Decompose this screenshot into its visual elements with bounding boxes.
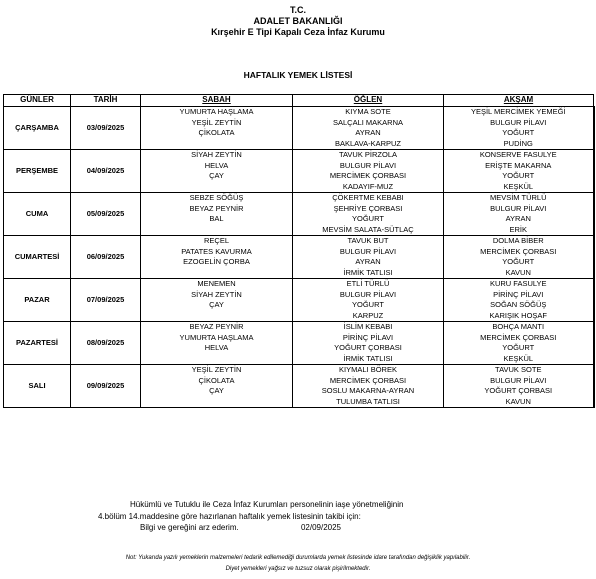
table-row bbox=[4, 322, 594, 365]
breakfast-item: PATATES KAVURMA bbox=[181, 246, 252, 256]
list-title: HAFTALIK YEMEK LİSTESİ bbox=[243, 70, 353, 80]
dinner-item: KEŞKÜL bbox=[503, 353, 534, 363]
table-row bbox=[4, 193, 594, 236]
breakfast-item: ÇİKOLATA bbox=[198, 375, 235, 385]
dinner-item: PUDİNG bbox=[503, 138, 533, 148]
dinner-cell bbox=[444, 150, 594, 193]
breakfast-item: SİYAH ZEYTİN bbox=[191, 289, 242, 299]
breakfast-item: YUMURTA HAŞLAMA bbox=[179, 332, 254, 342]
breakfast-item: EZOGELİN ÇORBA bbox=[183, 257, 250, 266]
lunch-cell bbox=[293, 107, 444, 150]
lunch-item: MERCİMEK ÇORBASI bbox=[329, 375, 407, 385]
lunch-cell bbox=[293, 365, 444, 408]
lunch-cell bbox=[293, 236, 444, 279]
lunch-item: SALÇALI MAKARNA bbox=[332, 117, 404, 127]
dinner-item: KURU FASULYE bbox=[489, 279, 547, 288]
dinner-item: MEVSİM TÜRLÜ bbox=[489, 193, 547, 202]
lunch-cell bbox=[293, 193, 444, 236]
dinner-item: BULGUR PİLAVI bbox=[490, 117, 547, 127]
breakfast-item: BEYAZ PEYNİR bbox=[189, 322, 244, 331]
note-line-1: Not: Yukarıda yazılı yemeklerin malzemeleri tedarik edilemediği durumlarda yemek listesinde idare tarafından değişiklik yapılabilir. bbox=[125, 555, 471, 561]
breakfast-cell bbox=[141, 322, 293, 365]
breakfast-item: ÇAY bbox=[209, 386, 224, 395]
footer-line-1: Hükümlü ve Tutuklu ile Ceza İnfaz Kurumları personelinin iaşe yönetmeliğinin bbox=[130, 500, 404, 509]
table-header-row bbox=[4, 95, 594, 107]
table-row bbox=[4, 279, 594, 322]
lunch-item: İRMİK TATLISI bbox=[343, 353, 393, 363]
lunch-item: ETLİ TÜRLÜ bbox=[346, 279, 390, 288]
document-header bbox=[0, 5, 596, 38]
lunch-item: TULUMBA TATLISI bbox=[336, 396, 400, 406]
dinner-item: KAVUN bbox=[505, 396, 531, 406]
breakfast-item: BAL bbox=[209, 214, 224, 223]
dinner-item: BULGUR PİLAVI bbox=[490, 375, 547, 385]
table-body bbox=[4, 107, 594, 408]
lunch-item: YOĞURT bbox=[352, 300, 384, 309]
date-cell: 03/09/2025 bbox=[71, 107, 141, 150]
lunch-item: TAVUK PİRZOLA bbox=[338, 150, 398, 159]
day-cell: SALI bbox=[4, 365, 71, 408]
breakfast-cell bbox=[141, 236, 293, 279]
dinner-item: PİRİNÇ PİLAVI bbox=[493, 289, 544, 299]
date-cell: 05/09/2025 bbox=[71, 193, 141, 236]
column-header-breakfast: SABAH bbox=[141, 95, 293, 107]
dinner-cell bbox=[444, 279, 594, 322]
dinner-item: MERCİMEK ÇORBASI bbox=[480, 332, 557, 342]
dinner-item: ERİŞTE MAKARNA bbox=[485, 160, 552, 170]
dinner-cell bbox=[444, 365, 594, 408]
lunch-item: BAKLAVA-KARPUZ bbox=[335, 138, 401, 148]
dinner-item: DOLMA BİBER bbox=[492, 236, 544, 245]
dinner-item: TAVUK SOTE bbox=[495, 365, 542, 374]
breakfast-item: ÇİKOLATA bbox=[198, 128, 235, 137]
header-institution: Kırşehir E Tipi Kapalı Ceza İnfaz Kurumu bbox=[211, 27, 385, 37]
breakfast-item: HELVA bbox=[204, 160, 229, 170]
dinner-item: KARIŞIK HOŞAF bbox=[489, 310, 547, 320]
lunch-item: BULGUR PİLAVI bbox=[339, 246, 397, 256]
breakfast-item: HELVA bbox=[204, 343, 229, 352]
breakfast-cell bbox=[141, 279, 293, 322]
header-country: T.C. bbox=[289, 5, 306, 15]
table-row bbox=[4, 365, 594, 408]
lunch-item: MERCİMEK ÇORBASI bbox=[329, 171, 407, 180]
lunch-item: ŞEHRİYE ÇORBASI bbox=[333, 203, 403, 213]
dinner-item: BULGUR PİLAVI bbox=[490, 203, 547, 213]
dinner-cell bbox=[444, 193, 594, 236]
breakfast-item: MENEMEN bbox=[197, 279, 236, 288]
dinner-item: YOĞURT bbox=[502, 257, 535, 266]
dinner-item: AYRAN bbox=[505, 214, 531, 223]
footer-date: 02/09/2025 bbox=[300, 523, 341, 532]
lunch-item: KIYMA SOTE bbox=[345, 107, 391, 116]
dinner-item: YOĞURT bbox=[502, 128, 535, 137]
lunch-item: SOSLU MAKARNA-AYRAN bbox=[321, 386, 415, 395]
breakfast-item: SİYAH ZEYTİN bbox=[191, 150, 242, 159]
dinner-item: KONSERVE FASULYE bbox=[479, 150, 557, 159]
dinner-cell bbox=[444, 322, 594, 365]
breakfast-cell bbox=[141, 150, 293, 193]
dinner-item: YOĞURT bbox=[502, 171, 535, 180]
breakfast-cell bbox=[141, 107, 293, 150]
day-cell: CUMA bbox=[4, 193, 71, 236]
dinner-item: SOĞAN SÖĞÜŞ bbox=[490, 300, 547, 309]
dinner-cell bbox=[444, 107, 594, 150]
breakfast-item: YUMURTA HAŞLAMA bbox=[179, 107, 254, 116]
lunch-item: İRMİK TATLISI bbox=[343, 267, 393, 277]
footer-line-3 bbox=[140, 523, 596, 532]
date-cell: 07/09/2025 bbox=[71, 279, 141, 322]
dinner-item: YOĞURT bbox=[502, 343, 535, 352]
lunch-cell bbox=[293, 322, 444, 365]
breakfast-item: YEŞİL ZEYTİN bbox=[191, 365, 242, 374]
day-cell: ÇARŞAMBA bbox=[4, 107, 71, 150]
date-cell: 09/09/2025 bbox=[71, 365, 141, 408]
date-cell: 04/09/2025 bbox=[71, 150, 141, 193]
lunch-item: İSLİM KEBABI bbox=[343, 322, 393, 331]
day-cell: PAZAR bbox=[4, 279, 71, 322]
lunch-item: KARPUZ bbox=[352, 310, 384, 320]
lunch-item: BULGUR PİLAVI bbox=[339, 289, 397, 299]
lunch-cell bbox=[293, 150, 444, 193]
lunch-item: BULGUR PİLAVI bbox=[339, 160, 397, 170]
breakfast-item: REÇEL bbox=[203, 236, 229, 245]
dinner-item: ERİK bbox=[509, 224, 527, 234]
breakfast-item: BEYAZ PEYNİR bbox=[189, 203, 244, 213]
lunch-item: AYRAN bbox=[355, 257, 381, 266]
lunch-item: ÇÖKERTME KEBABI bbox=[332, 193, 404, 202]
lunch-item: AYRAN bbox=[355, 128, 381, 137]
lunch-item: YOĞURT ÇORBASI bbox=[334, 343, 402, 352]
dinner-cell bbox=[444, 236, 594, 279]
breakfast-cell bbox=[141, 365, 293, 408]
breakfast-item: YEŞİL ZEYTİN bbox=[191, 117, 242, 127]
lunch-item: TAVUK BUT bbox=[347, 236, 389, 245]
footer-request: Bilgi ve gereğini arz ederim. bbox=[140, 523, 239, 532]
date-cell: 06/09/2025 bbox=[71, 236, 141, 279]
header-ministry: ADALET BAKANLIĞI bbox=[253, 16, 343, 26]
day-cell: CUMARTESİ bbox=[4, 236, 71, 279]
lunch-item: MEVSİM SALATA-SÜTLAÇ bbox=[322, 224, 414, 234]
table-row bbox=[4, 107, 594, 150]
table-row bbox=[4, 150, 594, 193]
column-header-dinner: AKŞAM bbox=[444, 95, 594, 107]
footer-line-2: 4.bölüm 14.maddesine göre hazırlanan haftalık yemek listesinin takibi için: bbox=[98, 512, 361, 521]
dinner-item: BOHÇA MANTI bbox=[492, 322, 545, 331]
dinner-item: KEŞKÜL bbox=[503, 181, 534, 191]
column-header-day: GÜNLER bbox=[4, 95, 71, 107]
table-row bbox=[4, 236, 594, 279]
dinner-item: YEŞİL MERCİMEK YEMEĞİ bbox=[470, 107, 566, 116]
dinner-item: YOĞURT ÇORBASI bbox=[484, 386, 553, 395]
lunch-item: YOĞURT bbox=[352, 214, 384, 223]
weekly-menu-table bbox=[3, 94, 595, 408]
lunch-item: PİRİNÇ PİLAVI bbox=[342, 332, 394, 342]
lunch-cell bbox=[293, 279, 444, 322]
lunch-item: KIYMALI BÖREK bbox=[339, 365, 397, 374]
day-cell: PAZARTESİ bbox=[4, 322, 71, 365]
lunch-item: KADAYIF-MUZ bbox=[342, 181, 394, 191]
breakfast-item: SEBZE SÖĞÜŞ bbox=[189, 193, 244, 202]
dinner-item: KAVUN bbox=[505, 267, 531, 277]
dinner-item: MERCİMEK ÇORBASI bbox=[480, 246, 557, 256]
breakfast-cell bbox=[141, 193, 293, 236]
breakfast-item: ÇAY bbox=[209, 300, 224, 309]
breakfast-item: ÇAY bbox=[209, 171, 224, 180]
date-cell: 08/09/2025 bbox=[71, 322, 141, 365]
notes bbox=[0, 553, 596, 575]
note-line-2: Diyet yemekleri yağsız ve tuzsuz olarak pişirilmektedir. bbox=[225, 566, 371, 572]
column-header-lunch: ÖĞLEN bbox=[293, 95, 444, 107]
day-cell: PERŞEMBE bbox=[4, 150, 71, 193]
column-header-date: TARİH bbox=[71, 95, 141, 107]
